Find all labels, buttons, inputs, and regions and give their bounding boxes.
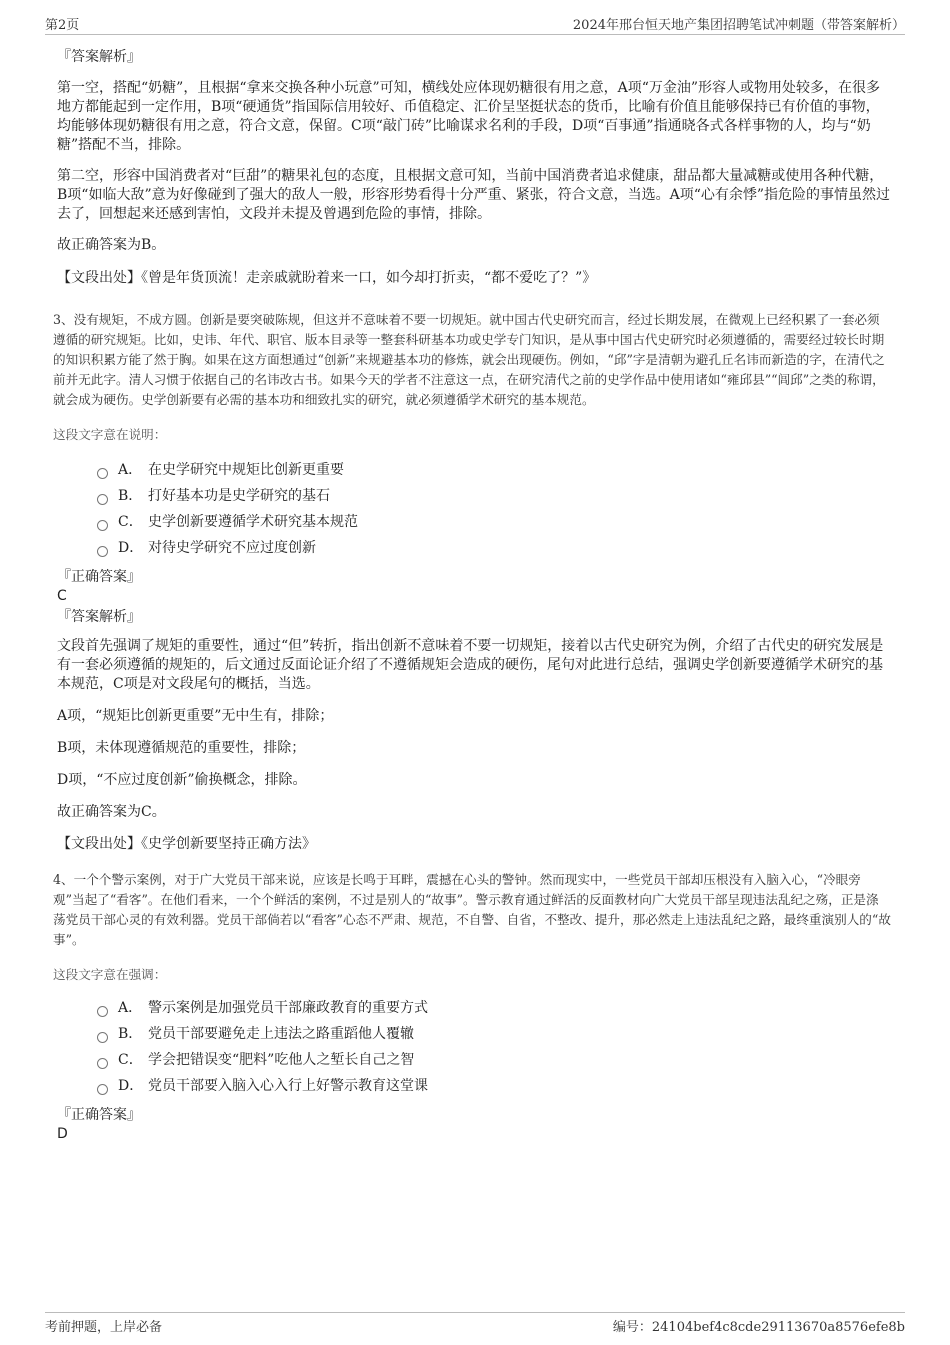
q3-analysis: 文段首先强调了规矩的重要性，通过“但”转折，指出创新不意味着不要一切规矩，接着以古代史研究为例，介绍了古代史的研究发展是有一套必须遵循的规矩的，后文通过反面论证介绍了不遵循规矩会造成的硬伤，尾句对此进行总结，强调史学创新要遵循学术研究的基本规范，C项是对文段尾句的概括，当选。 — [57, 638, 884, 692]
option-text: 党员干部要避免走上违法之路重蹈他人覆辙 — [148, 1026, 414, 1042]
q4-passage: 4、一个个警示案例，对于广大党员干部来说，应该是长鸣于耳畔，震撼在心头的警钟。然而现实中，一些党员干部却压根没有入脑入心，“冷眼旁观”当起了“看客”。在他们看来，一个个鲜活的案例，不过是别人的“故事”。警示教育通过鲜活的反面教材向广大党员干部呈现违法乱纪之殇，正是涤荡党员干部心灵的有效利器。党员干部倘若以“看客”心态不严肃、规范，不自警、自省，不整改、提升，那必然走上违法乱纪之路，最终重演别人的“故事”。 — [53, 872, 891, 947]
q3-prompt: 这段文字意在说明： — [53, 427, 167, 442]
q4-options — [57, 995, 891, 1099]
option-letter: C． — [118, 1052, 143, 1068]
radio-icon[interactable] — [97, 1032, 108, 1043]
option-text: 史学创新要遵循学术研究基本规范 — [148, 514, 358, 530]
document-title: 2024年邢台恒天地产集团招聘笔试冲刺题（带答案解析） — [572, 18, 905, 33]
q3-note-b: B项，未体现遵循规范的重要性，排除； — [57, 740, 306, 756]
radio-icon[interactable] — [97, 520, 108, 531]
q4-answer-label: 『正确答案』 — [57, 1107, 141, 1123]
radio-icon[interactable] — [97, 468, 108, 479]
q4-option-c[interactable] — [97, 1047, 891, 1073]
q3-options — [57, 457, 891, 561]
radio-icon[interactable] — [97, 1006, 108, 1017]
option-text: 学会把错误变“肥料”吃他人之堑长自己之智 — [148, 1052, 415, 1068]
q4-answer: D — [57, 1126, 68, 1142]
q3-option-a[interactable] — [97, 457, 891, 483]
q4-prompt: 这段文字意在强调： — [53, 967, 167, 982]
q3-passage: 3、没有规矩，不成方圆。创新是要突破陈规，但这并不意味着不要一切规矩。就中国古代史研究而言，经过长期发展，在微观上已经积累了一套必须遵循的研究规矩。比如，史讳、年代、职官、版本目录等一整套科研基本功或史学专门知识，是从事中国古代史研究时必须遵循的，需要经过较长时期的知识积累方能了然于胸。如果在这方面想通过“创新”来规避基本功的修炼，就会出现硬伤。例如，“邱”字是清朝为避孔丘名讳而新造的字，在清代之前并无此字。清人习惯于依据自己的名讳改古书。如果今天的学者不注意这一点，在研究清代之前的史学作品中使用诸如“雍邱县”“闾邱”之类的称谓，就会成为硬伤。史学创新要有必需的基本功和细致扎实的研究，就必须遵循学术研究的基本规范。 — [53, 312, 885, 407]
option-letter: D． — [118, 1078, 144, 1094]
radio-icon[interactable] — [97, 1084, 108, 1095]
option-text: 对待史学研究不应过度创新 — [148, 540, 316, 556]
option-text: 在史学研究中规矩比创新更重要 — [148, 462, 344, 478]
q2-analysis-label: 『答案解析』 — [57, 49, 141, 65]
option-letter: B． — [118, 488, 143, 504]
q2-conclusion: 故正确答案为B。 — [57, 237, 166, 253]
q3-option-c[interactable] — [97, 509, 891, 535]
q3-conclusion: 故正确答案为C。 — [57, 804, 166, 820]
q2-source: 【文段出处】《曾是年货顶流！走亲戚就盼着来一口，如今却打折卖，“都不爱吃了？”》 — [57, 270, 597, 286]
footer-serial: 编号：24104bef4c8cde29113670a8576efe8b — [612, 1320, 905, 1335]
option-letter: A． — [118, 1000, 143, 1016]
q3-note-a: A项，“规矩比创新更重要”无中生有，排除； — [57, 708, 334, 724]
page-footer — [45, 1312, 905, 1338]
q3-source: 【文段出处】《史学创新要坚持正确方法》 — [57, 836, 316, 852]
radio-icon[interactable] — [97, 1058, 108, 1069]
q2-analysis-para2: 第二空，形容中国消费者对“巨甜”的糖果礼包的态度，且根据文意可知，当前中国消费者追求健康，甜品都大量减糖或使用各种代糖，B项“如临大敌”意为好像碰到了强大的敌人一般，形容形势看得十分严重、紧张，符合文意，当选。A项“心有余悸”指危险的事情虽然过去了，回想起来还感到害怕，文段并未提及曾遇到危险的事情，排除。 — [57, 168, 891, 222]
option-letter: C． — [118, 514, 143, 530]
q4-option-d[interactable] — [97, 1073, 891, 1099]
q4-option-a[interactable] — [97, 995, 891, 1021]
option-text: 警示案例是加强党员干部廉政教育的重要方式 — [148, 1000, 428, 1016]
option-letter: A． — [118, 462, 143, 478]
q3-note-d: D项，“不应过度创新”偷换概念，排除。 — [57, 772, 307, 788]
q2-analysis-para1: 第一空，搭配“奶糖”，且根据“拿来交换各种小玩意”可知，横线处应体现奶糖很有用之意，A项“万金油”形容人或物用处较多，在很多地方都能起到一定作用，B项“硬通货”指国际信用较好、币值稳定、汇价呈坚挺状态的货币，比喻有价值且能够保持已有价值的事物，均能够体现奶糖很有用之意，符合文意，保留。C项“敲门砖”比喻谋求名利的手段，D项“百事通”指通晓各式各样事物的人，均与“奶糖”搭配不当，排除。 — [57, 80, 881, 153]
option-letter: B． — [118, 1026, 143, 1042]
q3-option-d[interactable] — [97, 535, 891, 561]
option-text: 党员干部要入脑入心入行上好警示教育这堂课 — [148, 1078, 428, 1094]
footer-slogan: 考前押题，上岸必备 — [45, 1320, 163, 1335]
page-content — [53, 47, 891, 1143]
q3-answer: C — [57, 588, 67, 604]
q3-option-b[interactable] — [97, 483, 891, 509]
page-number: 第2页 — [45, 18, 80, 33]
option-letter: D． — [118, 540, 144, 556]
q3-answer-label: 『正确答案』 — [57, 569, 141, 585]
option-text: 打好基本功是史学研究的基石 — [148, 488, 330, 504]
radio-icon[interactable] — [97, 546, 108, 557]
q4-option-b[interactable] — [97, 1021, 891, 1047]
radio-icon[interactable] — [97, 494, 108, 505]
page-header — [45, 14, 905, 35]
q3-analysis-label: 『答案解析』 — [57, 609, 141, 625]
